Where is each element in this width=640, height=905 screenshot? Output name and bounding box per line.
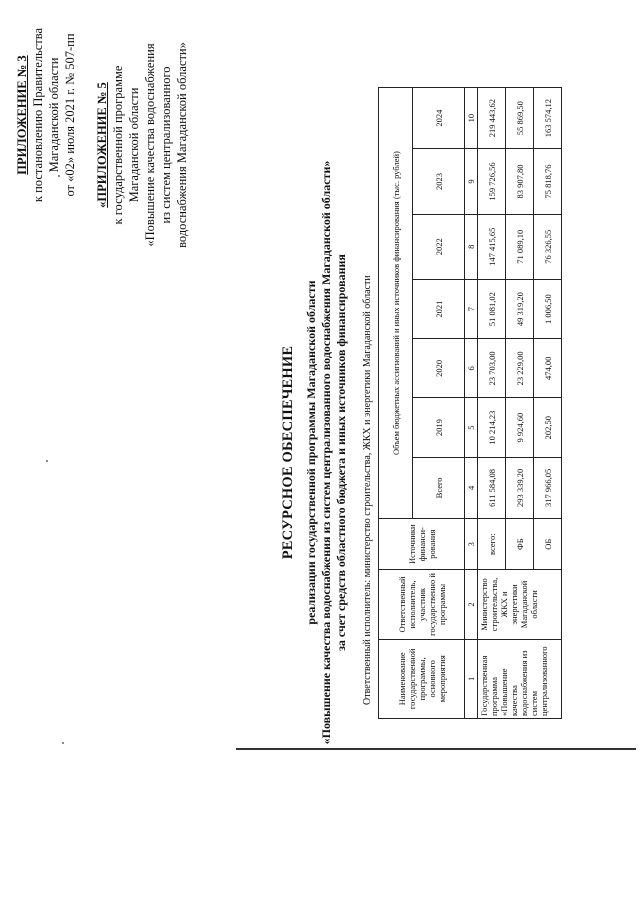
source-cell: ФБ [506,519,534,570]
annex-block [14,25,78,205]
header-sources: Источники финанси- рования [379,519,465,570]
value-cell: 219 443,62 [478,88,506,149]
annex-sub-heading: «ПРИЛОЖЕНИЕ № 5 [95,82,109,208]
header-name: Наименование государственной программы, основного мероприятия [379,639,465,718]
annex-line: от «02» июля 2021 г. № 507-пп [63,33,77,197]
col-number: 3 [465,519,478,570]
header-year: 2021 [413,279,465,338]
value-cell: 83 907,80 [506,149,534,214]
header-year: 2024 [413,88,465,149]
value-cell: 1 006,50 [534,279,562,338]
annex-sub-line: из систем централизованного [159,66,173,224]
header-year: 2019 [413,398,465,457]
value-cell: 474,00 [534,339,562,398]
header-volume: Объем бюджетных ассигнований и иных источников финансирования (тыс. рублей) [379,88,413,519]
col-number: 7 [465,279,478,338]
header-total: Всего [413,457,465,518]
value-cell: 75 818,76 [534,149,562,214]
col-number: 4 [465,457,478,518]
value-cell: 10 214,23 [478,398,506,457]
annex-sub-line: водоснабжения Магаданской области» [175,42,189,248]
page-edge-line [236,748,636,750]
col-number: 10 [465,88,478,149]
value-cell: 611 584,08 [478,457,506,518]
value-cell: 9 924,60 [506,398,534,457]
source-cell: ОБ [534,519,562,570]
col-number: 5 [465,398,478,457]
annex-heading: ПРИЛОЖЕНИЕ № 3 [15,55,29,175]
value-cell: 49 319,20 [506,279,534,338]
header-executor: Ответственный исполнитель, участник государственно й программы [379,570,465,639]
annex-sub-line: к государственной программе [111,65,125,225]
annex-line: к постановлению Правительства [31,27,45,203]
value-cell: 23 229,00 [506,339,534,398]
annex-sub-line: Магаданской области [127,87,141,203]
program-name-cell: Государственная программа «Повышение качества водоснабжения из систем централизованного [478,639,562,718]
value-cell: 317 966,05 [534,457,562,518]
col-number: 6 [465,339,478,398]
value-cell: 51 081,02 [478,279,506,338]
col-number: 2 [465,570,478,639]
subtitle-line: «Повышение качества водоснабжения из систем централизованного водоснабжения Магаданской области» [319,160,333,745]
value-cell: 55 869,50 [506,88,534,149]
col-number: 9 [465,149,478,214]
value-cell: 293 339,20 [506,457,534,518]
executor-cell: Министерство строительства, ЖКХ и энергетики Магаданской области [478,570,562,639]
value-cell: 71 089,10 [506,214,534,279]
col-number: 8 [465,214,478,279]
annex-sub-line: «Повышение качества водоснабжения [143,43,157,247]
subtitle-line: реализации государственной программы Магаданской области [304,280,318,625]
column-number-row [465,88,478,719]
header-year: 2023 [413,149,465,214]
value-cell: 159 726,56 [478,149,506,214]
document-title: РЕСУРСНОЕ ОБЕСПЕЧЕНИЕ [280,345,296,560]
annex-sub-block [94,25,190,265]
source-cell: всего: [478,519,506,570]
value-cell: 23 703,00 [478,339,506,398]
value-cell: 163 574,12 [534,88,562,149]
header-year: 2022 [413,214,465,279]
col-number: 1 [465,639,478,718]
header-year: 2020 [413,339,465,398]
subtitle-line: за счет средств областного бюджета и иных источников финансирования [334,254,348,651]
annex-line: Магаданской области [47,57,61,173]
document-subtitle [304,0,349,905]
value-cell: 147 415,65 [478,214,506,279]
table-row [478,88,506,719]
value-cell: 202,50 [534,398,562,457]
value-cell: 76 326,55 [534,214,562,279]
resource-table [378,87,562,719]
responsible-executor: Ответственный исполнитель: министерство строительства, ЖКХ и энергетики Магаданской области [362,275,373,705]
